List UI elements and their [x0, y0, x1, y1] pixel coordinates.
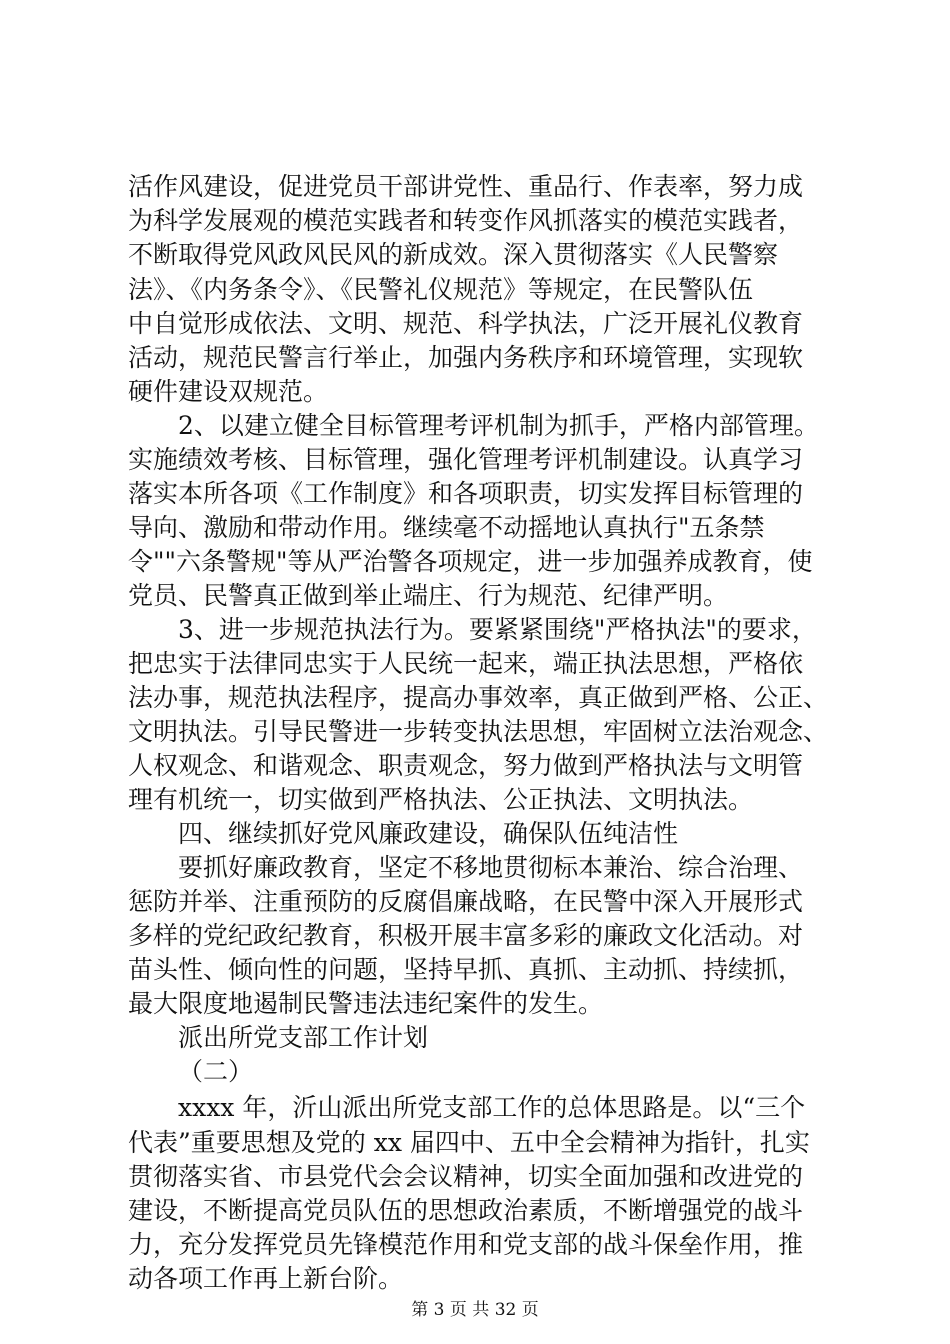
- text-line: xxxx 年，沂山派出所党支部工作的总体思路是。以“三个: [178, 1093, 806, 1122]
- text-line: 导向、激励和带动作用。继续毫不动摇地认真执行"五条禁: [128, 513, 765, 542]
- document-subtitle: （二）: [178, 1057, 254, 1086]
- text-line: 党员、民警真正做到举止端庄、行为规范、纪律严明。: [128, 581, 729, 610]
- text-line: 活动，规范民警言行举止，加强内务秩序和环境管理，实现软: [128, 343, 804, 372]
- text-line: 落实本所各项《工作制度》和各项职责，切实发挥目标管理的: [128, 479, 804, 508]
- text-line: 实施绩效考核、目标管理，强化管理考评机制建设。认真学习: [128, 445, 804, 474]
- text-line: 惩防并举、注重预防的反腐倡廉战略，在民警中深入开展形式: [128, 887, 804, 916]
- text-line: 苗头性、倾向性的问题，坚持早抓、真抓、主动抓、持续抓，: [128, 955, 804, 984]
- text-line: 理有机统一，切实做到严格执法、公正执法、文明执法。: [128, 785, 754, 814]
- text-line: 人权观念、和谐观念、职责观念，努力做到严格执法与文明管: [128, 751, 804, 780]
- text-line: 3、进一步规范执法行为。要紧紧围绕"严格执法"的要求，: [178, 615, 817, 644]
- text-line: 代表”重要思想及党的 xx 届四中、五中全会精神为指针，扎实: [128, 1128, 810, 1157]
- text-line: 要抓好廉政教育，坚定不移地贯彻标本兼治、综合治理、: [178, 853, 804, 882]
- text-line: 建设，不断提高党员队伍的思想政治素质，不断增强党的战斗: [128, 1196, 804, 1225]
- text-line: 动各项工作再上新台阶。: [128, 1264, 404, 1293]
- text-line: 最大限度地遏制民警违法违纪案件的发生。: [128, 989, 604, 1018]
- text-line: 中自觉形成依法、文明、规范、科学执法，广泛开展礼仪教育: [128, 309, 804, 338]
- text-line: 把忠实于法律同忠实于人民统一起来，端正执法思想，严格依: [128, 649, 804, 678]
- text-line: 力，充分发挥党员先锋模范作用和党支部的战斗保垒作用，推: [128, 1230, 804, 1259]
- text-line: 文明执法。引导民警进一步转变执法思想，牢固树立法治观念、: [128, 717, 829, 746]
- text-line: 法办事，规范执法程序，提高办事效率，真正做到严格、公正、: [128, 683, 829, 712]
- page-number: 第 3 页 共 32 页: [411, 1300, 539, 1320]
- document-title: 派出所党支部工作计划: [178, 1023, 429, 1052]
- text-line: 多样的党纪政纪教育，积极开展丰富多彩的廉政文化活动。对: [128, 921, 804, 950]
- text-line: 贯彻落实省、市县党代会会议精神，切实全面加强和改进党的: [128, 1162, 804, 1191]
- text-line: 令""六条警规"等从严治警各项规定，进一步加强养成教育，使: [128, 547, 813, 576]
- text-line: 为科学发展观的模范实践者和转变作风抓落实的模范实践者，: [128, 206, 804, 235]
- section-heading: 四、继续抓好党风廉政建设，确保队伍纯洁性: [178, 819, 679, 848]
- text-line: 硬件建设双规范。: [128, 377, 329, 406]
- text-line: 2、以建立健全目标管理考评机制为抓手，严格内部管理。: [178, 411, 819, 440]
- text-line: 法》、《内务条令》、《民警礼仪规范》等规定，在民警队伍: [128, 275, 754, 304]
- text-line: 不断取得党风政风民风的新成效。深入贯彻落实《人民警察: [128, 240, 779, 269]
- text-line: 活作风建设，促进党员干部讲党性、重品行、作表率，努力成: [128, 172, 804, 201]
